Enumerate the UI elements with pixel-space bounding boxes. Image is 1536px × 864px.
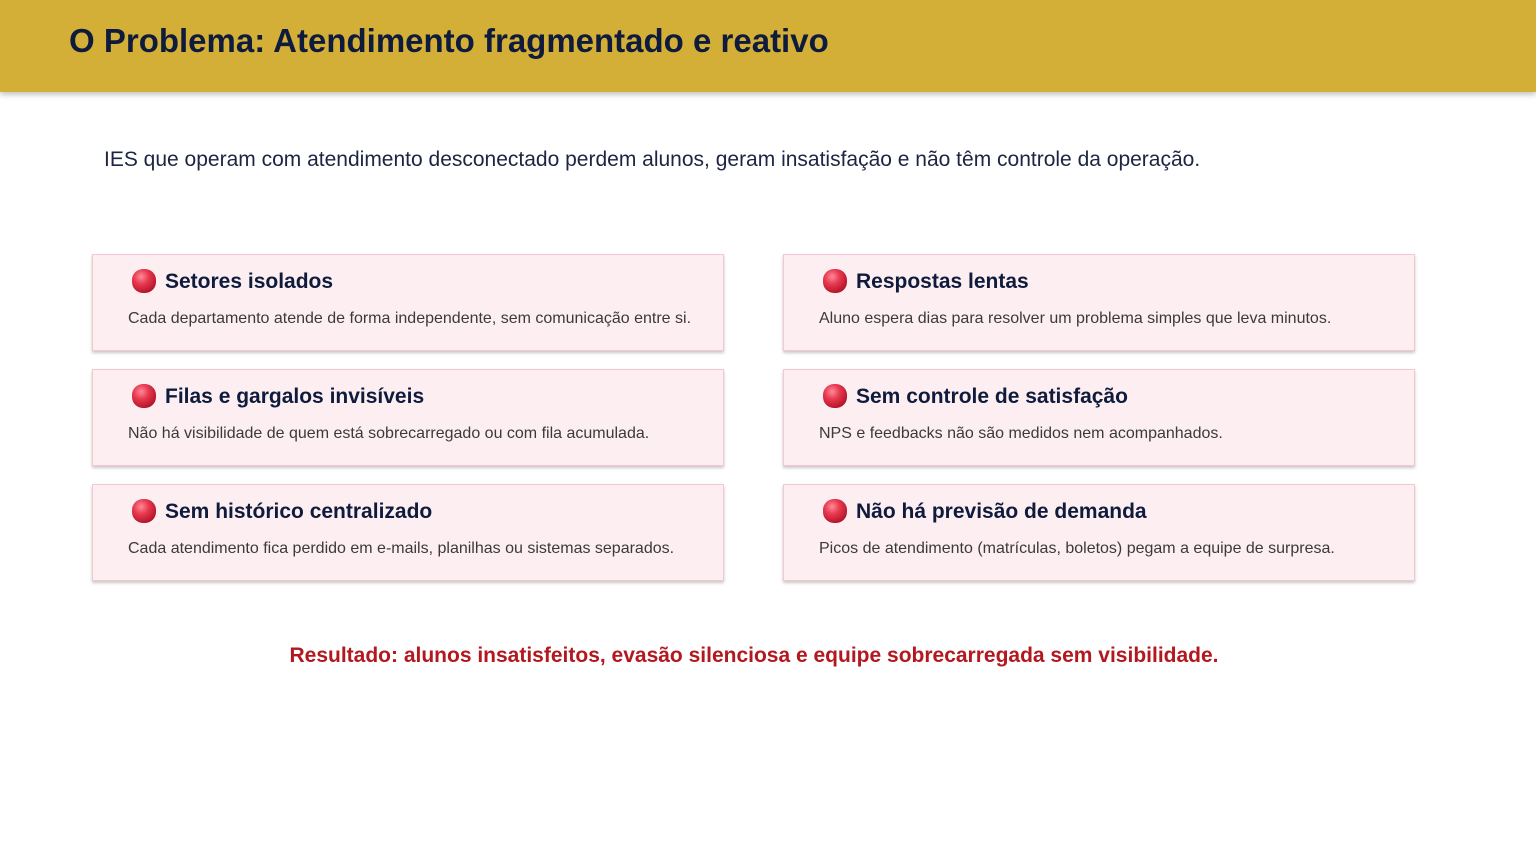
problem-description: Cada departamento atende de forma independente, sem comunicação entre si.	[128, 310, 692, 327]
intro-text: IES que operam com atendimento desconectado perdem alunos, geram insatisfação e não têm controle da operação.	[104, 148, 1201, 171]
result-statement: Resultado: alunos insatisfeitos, evasão silenciosa e equipe sobrecarregada sem visibilidade.	[289, 644, 1219, 667]
problem-card-previsao-demanda	[783, 484, 1415, 581]
problem-description: NPS e feedbacks não são medidos nem acompanhados.	[819, 425, 1223, 442]
problem-card-sem-historico	[92, 484, 724, 581]
red-dot-icon	[822, 268, 848, 294]
problem-description: Picos de atendimento (matrículas, boletos) pegam a equipe de surpresa.	[819, 540, 1335, 557]
problem-title: Sem histórico centralizado	[165, 500, 433, 523]
problem-card-setores-isolados	[92, 254, 724, 351]
red-dot-icon	[822, 498, 848, 524]
header-bar	[0, 0, 1536, 92]
problem-title: Setores isolados	[165, 270, 334, 293]
problem-card-respostas-lentas	[783, 254, 1415, 351]
page-title: O Problema: Atendimento fragmentado e reativo	[69, 22, 829, 59]
red-dot-icon	[131, 268, 157, 294]
red-dot-icon	[822, 383, 848, 409]
problem-title: Sem controle de satisfação	[856, 385, 1128, 408]
problem-title: Respostas lentas	[856, 270, 1029, 293]
problem-title: Filas e gargalos invisíveis	[165, 385, 425, 408]
problem-description: Não há visibilidade de quem está sobrecarregado ou com fila acumulada.	[128, 425, 650, 442]
red-dot-icon	[131, 498, 157, 524]
problem-title: Não há previsão de demanda	[856, 500, 1147, 523]
red-dot-icon	[131, 383, 157, 409]
problem-card-sem-controle-satisfacao	[783, 369, 1415, 466]
problem-description: Cada atendimento fica perdido em e-mails, planilhas ou sistemas separados.	[128, 540, 675, 557]
problem-description: Aluno espera dias para resolver um problema simples que leva minutos.	[819, 310, 1332, 327]
problem-card-filas-gargalos	[92, 369, 724, 466]
